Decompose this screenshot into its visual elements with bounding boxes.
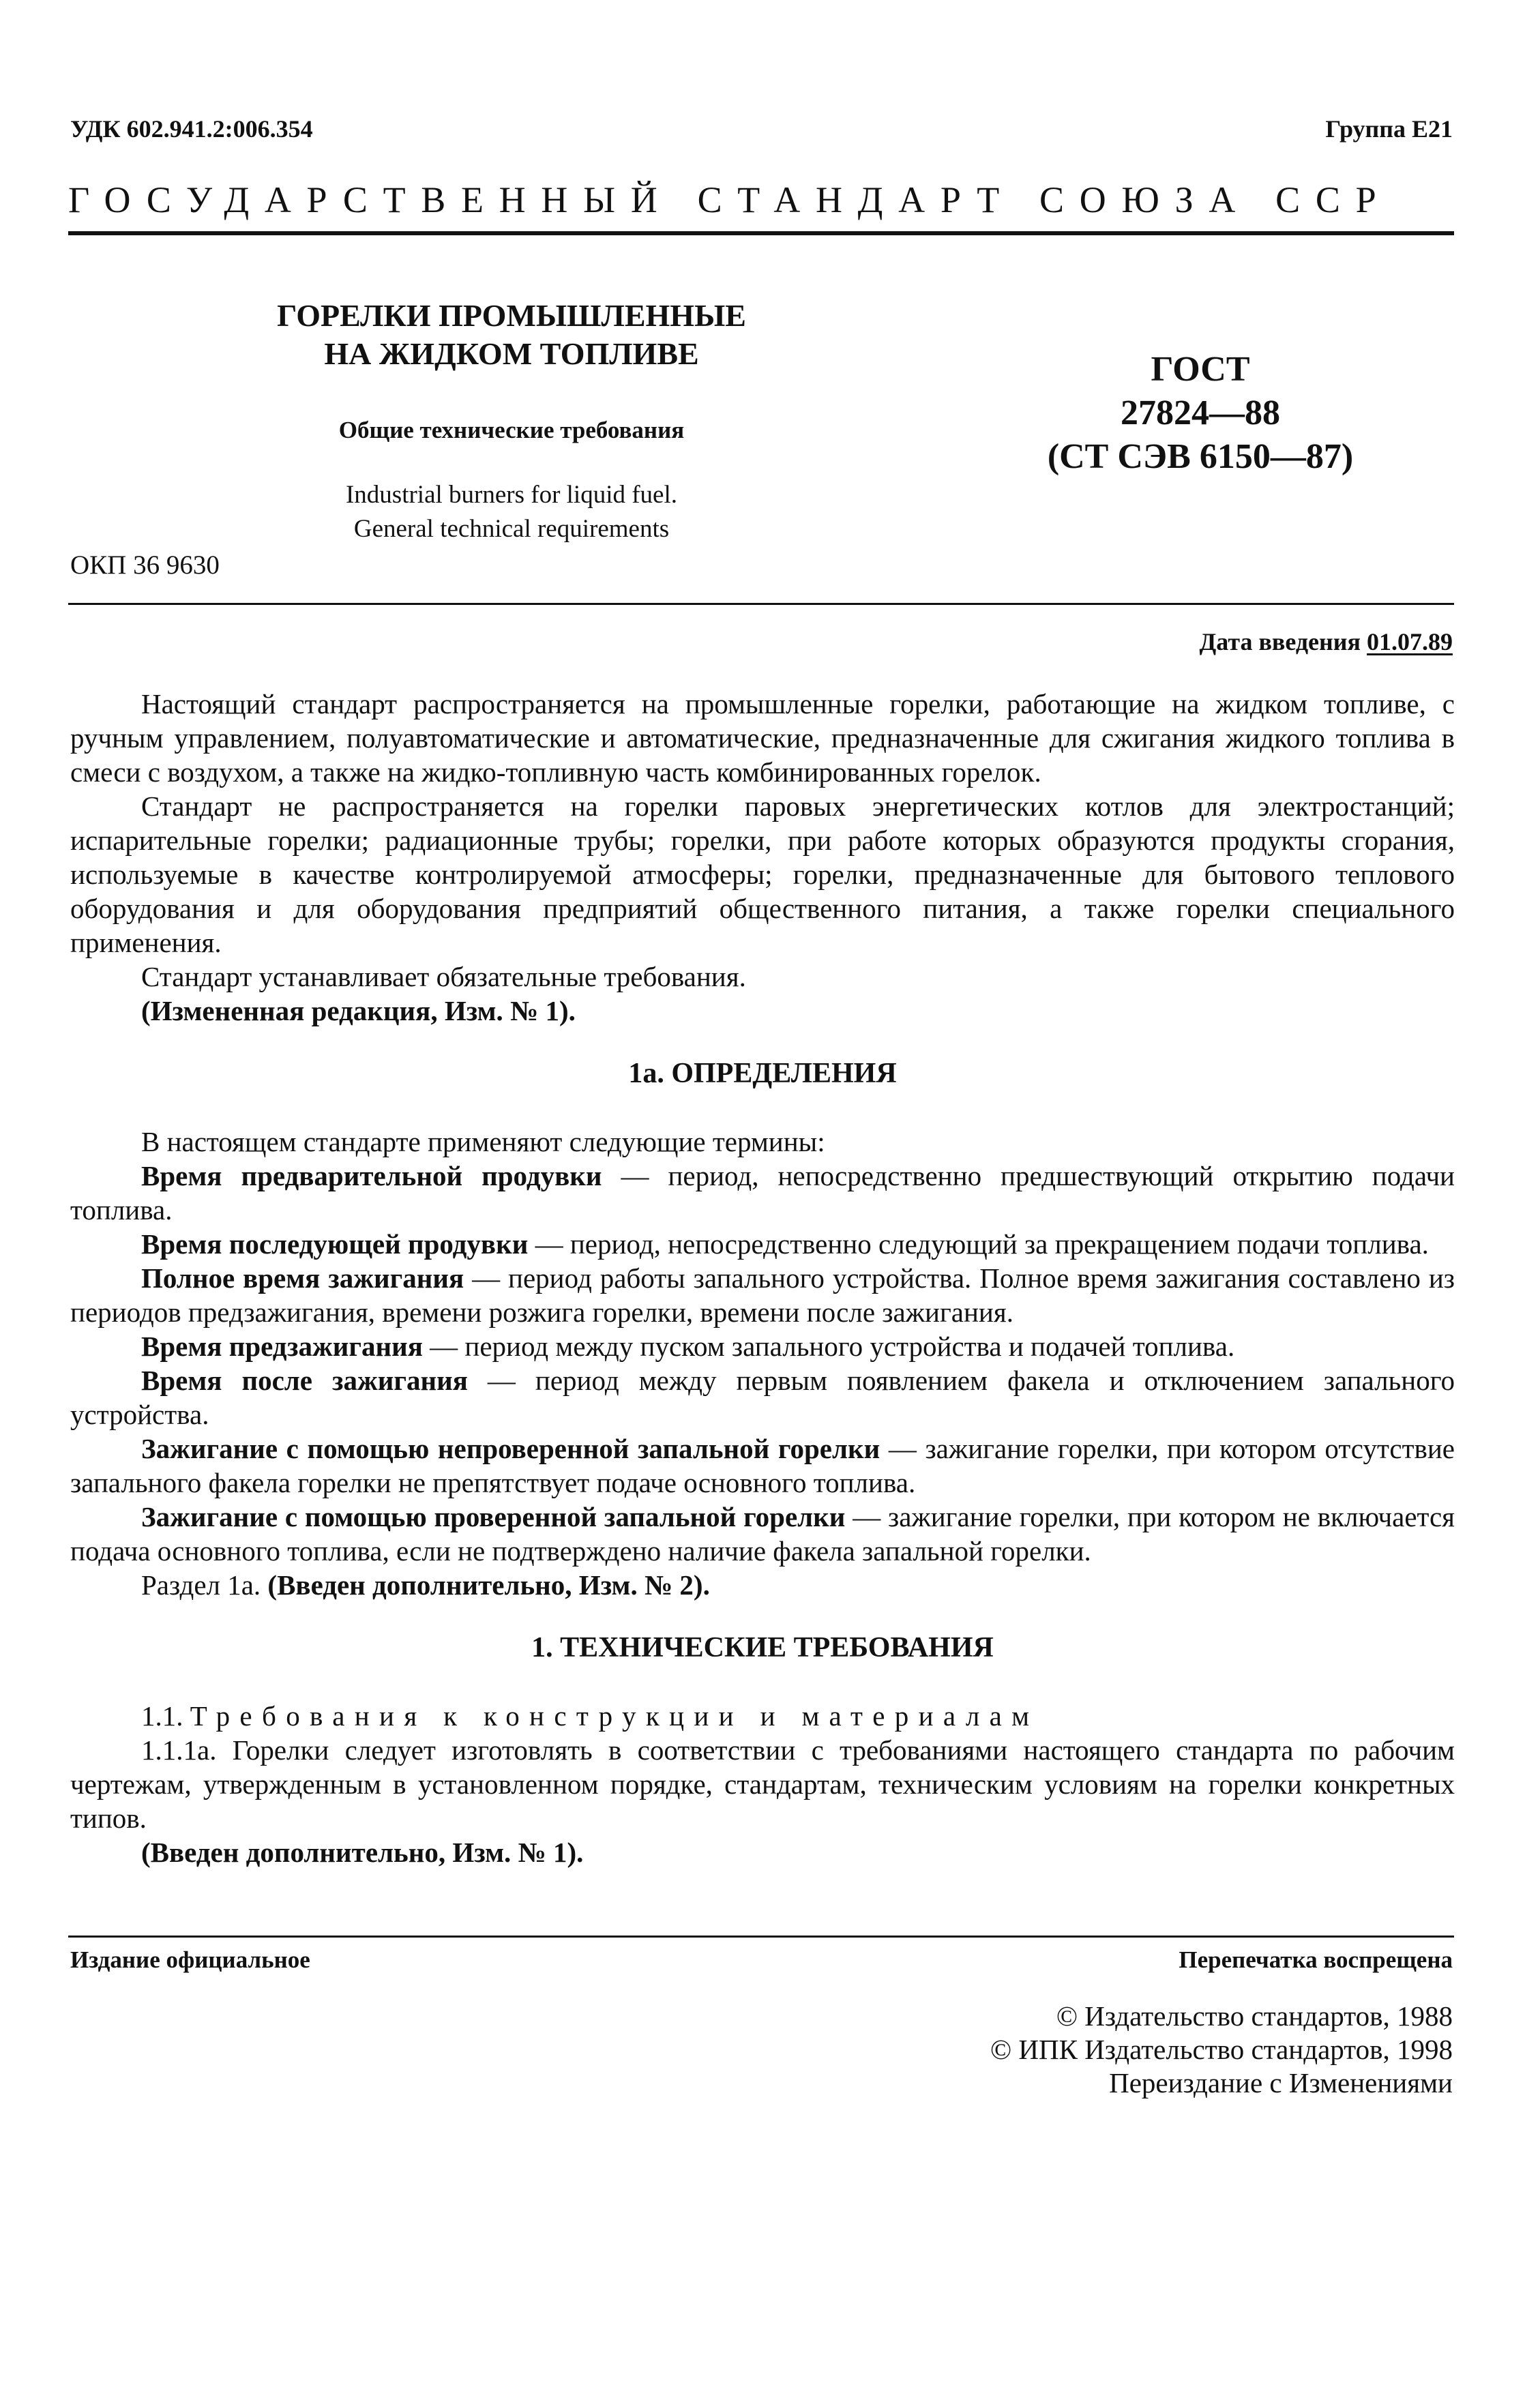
document-title-line-2: НА ЖИДКОМ ТОПЛИВЕ xyxy=(324,336,699,371)
okp-rule xyxy=(68,603,1454,605)
title-block xyxy=(225,297,798,546)
definition-item xyxy=(70,1159,1455,1227)
definition-text: — зажигание горелки, при котором не включается подача основного топлива, если не подтверждено наличие факела запальной горелки. xyxy=(70,1501,1455,1567)
introduction-date-value: 01.07.89 xyxy=(1367,628,1453,655)
definition-item xyxy=(70,1432,1455,1500)
definition-item xyxy=(70,1227,1455,1261)
definition-term: Время предзажигания xyxy=(141,1331,423,1362)
group-code: Группа Е21 xyxy=(1325,115,1453,143)
copyright-line-1: © Издательство стандартов, 1988 xyxy=(1056,2000,1453,2032)
clause-1-1-number: 1.1. xyxy=(141,1700,190,1732)
introduction-date-label: Дата введения xyxy=(1199,628,1361,655)
definition-text: — период между пуском запального устройства и подачей топлива. xyxy=(422,1331,1235,1362)
section-1-heading: 1. ТЕХНИЧЕСКИЕ ТРЕБОВАНИЯ xyxy=(531,1632,994,1663)
definition-item xyxy=(70,1261,1455,1329)
footer-rule xyxy=(68,1936,1454,1938)
reprint-prohibited-label: Перепечатка воспрещена xyxy=(1179,1946,1453,1973)
gost-number-block xyxy=(982,348,1419,479)
amendment-note-clause: (Введен дополнительно, Изм. № 1). xyxy=(141,1837,584,1868)
clause-1-1-1a: 1.1.1а. Горелки следует изготовлять в соответствии с требованиями настоящего стандарта по рабочим чертежам, утвержденным в установленном порядке, стандартам, техническим условиям на горелки конкретных типов. xyxy=(70,1734,1455,1834)
section-1a-note xyxy=(70,1568,1455,1602)
definition-item xyxy=(70,1500,1455,1568)
definition-text: — период между первым появлением факела и отключением запального устройства. xyxy=(70,1365,1455,1430)
definition-item xyxy=(70,1329,1455,1363)
header-rule xyxy=(68,231,1454,235)
exclusions-paragraph: Стандарт не распространяется на горелки паровых энергетических котлов для электростанций; испарительные горелки; радиационные трубы; горелки, при работе которых образуются продукты сгорания, используемые в качестве контролируемой атмосферы; горелки, предназначенные для бытового теплового оборудования и для оборудования предприятий общественного питания, а также горелки специального применения. xyxy=(70,790,1455,958)
mandatory-requirements-paragraph: Стандарт устанавливает обязательные требования. xyxy=(141,961,746,992)
definition-text: — период, непосредственно следующий за прекращением подачи топлива. xyxy=(528,1228,1429,1260)
definition-term: Зажигание с помощью непроверенной запальной горелки xyxy=(141,1433,880,1464)
section-1a-note-prefix: Раздел 1а. xyxy=(141,1569,268,1601)
definition-term: Время после зажигания xyxy=(141,1365,468,1396)
definition-term: Время последующей продувки xyxy=(141,1228,529,1260)
definition-text: — период, непосредственно предшествующий открытию подачи топлива. xyxy=(70,1160,1455,1226)
definition-text: — период работы запального устройства. Полное время зажигания составлено из периодов предзажигания, времени розжига горелки, времени после зажигания. xyxy=(70,1262,1455,1328)
scope-paragraph: Настоящий стандарт распространяется на промышленные горелки, работающие на жидком топливе, с ручным управлением, полуавтоматические и автоматические, предназначенные для сжигания жидкого топлива в смеси с воздухом, а также на жидко-топливную часть комбинированных горелок. xyxy=(70,688,1455,788)
copyright-line-2: © ИПК Издательство стандартов, 1998 xyxy=(990,2034,1453,2065)
amendment-note-1: (Измененная редакция, Изм. № 1). xyxy=(141,995,576,1026)
udk-code: УДК 602.941.2:006.354 xyxy=(70,115,313,143)
section-1a-heading: 1а. ОПРЕДЕЛЕНИЯ xyxy=(628,1058,897,1089)
okp-code: ОКП 36 9630 xyxy=(70,550,220,580)
clause-1-1-heading xyxy=(70,1699,1455,1733)
definition-item xyxy=(70,1363,1455,1432)
definition-term: Зажигание с помощью проверенной запальной горелки xyxy=(141,1501,846,1532)
state-standard-banner: ГОСУДАРСТВЕННЫЙ СТАНДАРТ СОЮЗА ССР xyxy=(68,179,1392,220)
definition-term: Время предварительной продувки xyxy=(141,1160,602,1191)
copyright-block xyxy=(990,2000,1453,2100)
definition-text: — зажигание горелки, при котором отсутствие запального факела горелки не препятствует подаче основного топлива. xyxy=(70,1433,1455,1498)
official-edition-label: Издание официальное xyxy=(70,1946,310,1973)
terms-intro: В настоящем стандарте применяют следующие термины: xyxy=(141,1126,825,1157)
english-title-line-1: Industrial burners for liquid fuel. xyxy=(345,481,678,509)
document-title-line-1: ГОРЕЛКИ ПРОМЫШЛЕННЫЕ xyxy=(277,298,746,333)
english-title-line-2: General technical requirements xyxy=(353,515,670,543)
document-subtitle: Общие технические требования xyxy=(338,417,685,443)
reissue-note: Переиздание с Изменениями xyxy=(1109,2067,1453,2099)
gost-label: ГОСТ xyxy=(1151,350,1250,389)
definition-term: Полное время зажигания xyxy=(141,1262,464,1294)
section-1a-note-amendment: (Введен дополнительно, Изм. № 2). xyxy=(267,1569,710,1601)
comecon-standard-number: (СТ СЭВ 6150—87) xyxy=(1047,437,1354,476)
body-text xyxy=(70,687,1455,1869)
gost-number: 27824—88 xyxy=(1121,394,1280,432)
clause-1-1-title: Требования к конструкции и материалам xyxy=(190,1700,1039,1732)
introduction-date xyxy=(1200,627,1453,656)
